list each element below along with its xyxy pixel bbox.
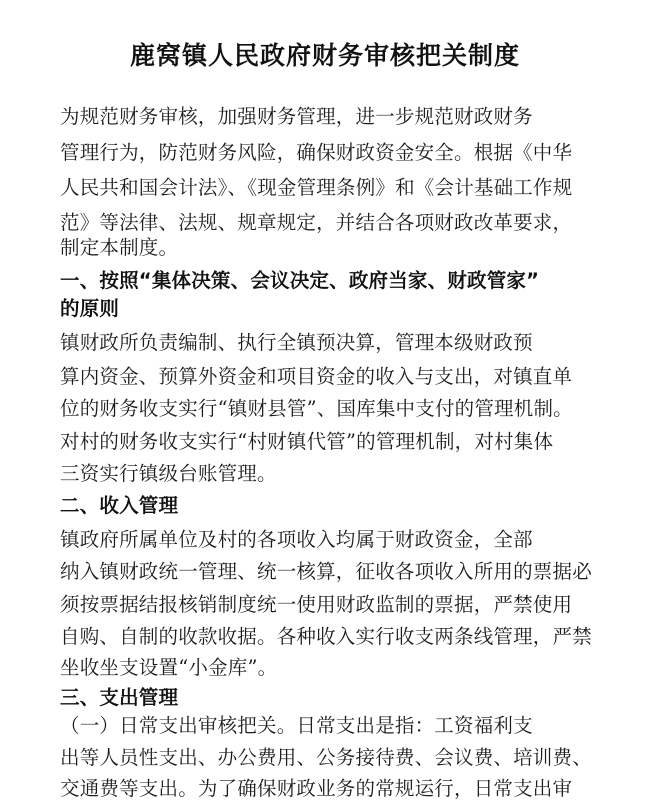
body-line: 须按票据结报核销制度统一使用财政监制的票据，严禁使用 xyxy=(60,593,573,616)
body-line: 人民共和国会计法》、《现金管理条例》和《会计基础工作规 xyxy=(60,176,573,199)
body-line: 制定本制度。 xyxy=(60,236,179,259)
body-line: 纳入镇财政统一管理、统一核算，征收各项收入所用的票据必 xyxy=(60,560,592,583)
section-heading: 的原则 xyxy=(60,297,120,320)
body-line: 位的财务收支实行“镇财县管”、国库集中支付的管理机制。 xyxy=(60,397,573,420)
body-line: 三资实行镇级台账管理。 xyxy=(60,462,277,485)
section-heading: 三、支出管理 xyxy=(60,686,179,709)
body-line: 镇政府所属单位及村的各项收入均属于财政资金，全部 xyxy=(60,528,533,551)
body-line: 范》等法律、法规、规章规定，并结合各项财政改革要求， xyxy=(60,211,573,234)
body-line: 自购、自制的收款收据。各种收入实行收支两条线管理，严禁 xyxy=(60,625,592,648)
body-line: 镇财政所负责编制、执行全镇预决算，管理本级财政预 xyxy=(60,331,533,354)
section-heading: 一、按照“集体决策、会议决定、政府当家、财政管家” xyxy=(60,269,540,292)
document-title: 鹿窝镇人民政府财务审核把关制度 xyxy=(129,41,520,70)
body-line: 出等人员性支出、办公费用、公务接待费、会议费、培训费、 xyxy=(60,746,592,769)
body-line: 为规范财务审核，加强财务管理，进一步规范财政财务 xyxy=(60,105,533,128)
body-line: （一）日常支出审核把关。日常支出是指：工资福利支 xyxy=(60,714,533,737)
body-line: 交通费等支出。为了确保财政业务的常规运行，日常支出审 xyxy=(60,777,573,800)
body-line: 算内资金、预算外资金和项目资金的收入与支出，对镇直单 xyxy=(60,365,573,388)
body-line: 坐收坐支设置“小金库”。 xyxy=(60,656,278,679)
body-line: 管理行为，防范财务风险，确保财政资金安全。根据《中华 xyxy=(60,141,573,164)
section-heading: 二、收入管理 xyxy=(60,494,179,517)
body-line: 对村的财务收支实行“村财镇代管”的管理机制，对村集体 xyxy=(60,430,554,453)
